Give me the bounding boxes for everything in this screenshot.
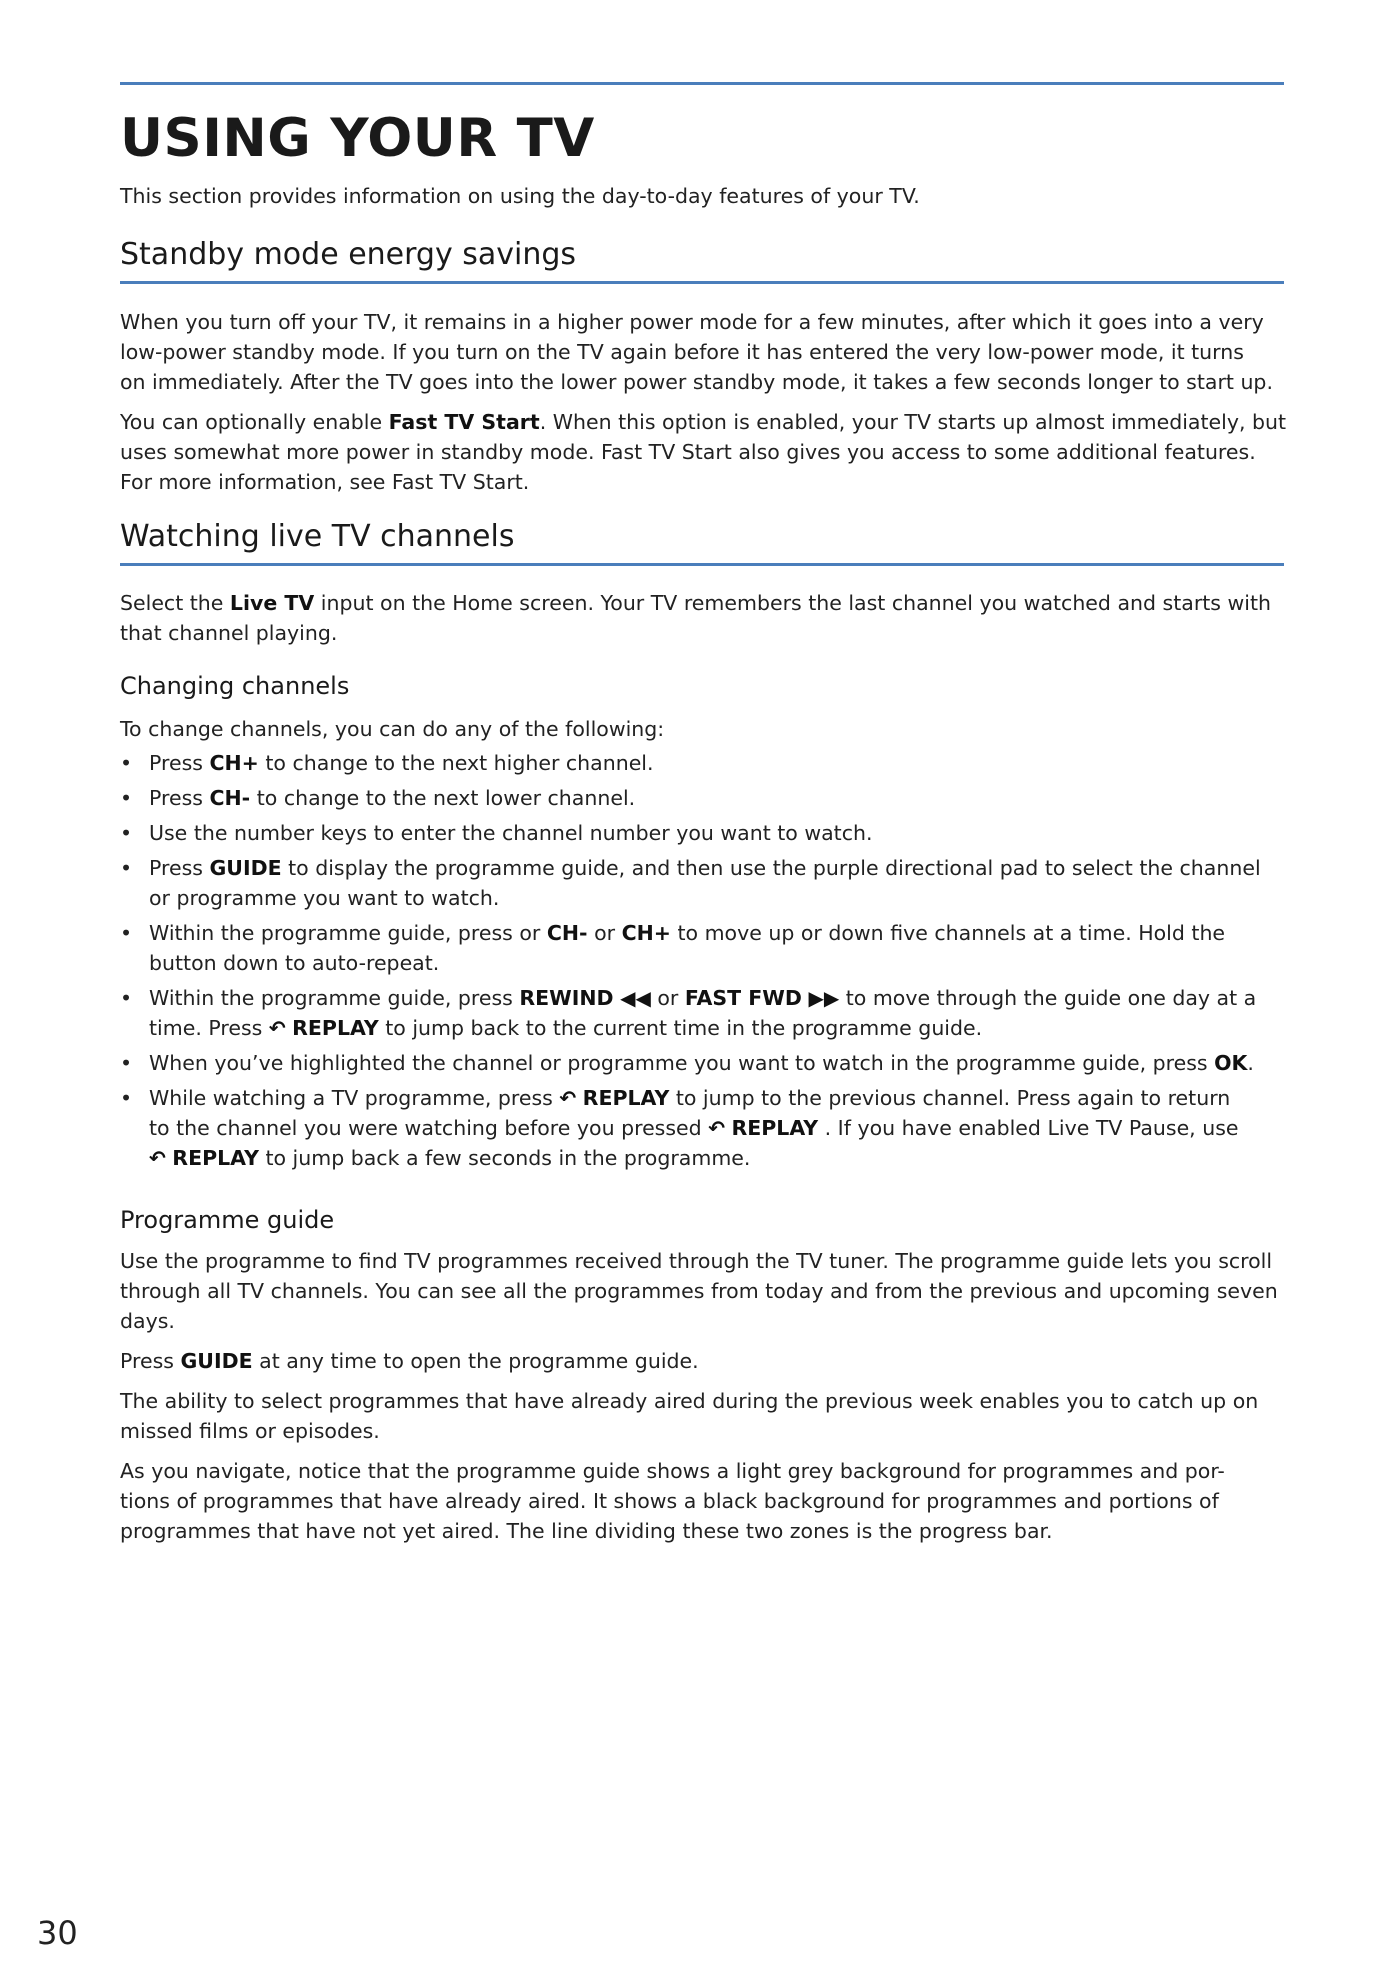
line bbox=[149, 1116, 1239, 1140]
text: When you’ve highlighted the channel or programme you want to watch in the programme guide, press bbox=[149, 1051, 1215, 1075]
live-tv-heading: Watching live TV channels bbox=[120, 519, 515, 554]
list-item bbox=[120, 748, 1284, 778]
fast-forward-icon: ▶▶ bbox=[808, 986, 840, 1010]
page-title: USING YOUR TV bbox=[120, 108, 595, 169]
line: tions of programmes that have already aired. It shows a black background for programmes and portions of bbox=[120, 1489, 1219, 1513]
bullet: • bbox=[120, 1051, 133, 1075]
guide-paragraph-3 bbox=[120, 1386, 1284, 1446]
text: to change to the next lower channel. bbox=[250, 786, 636, 810]
list-item bbox=[120, 1083, 1284, 1173]
line bbox=[149, 986, 1256, 1010]
text: Press bbox=[149, 751, 210, 775]
line: through all TV channels. You can see all the programmes from today and from the previous and upcoming seven bbox=[120, 1279, 1278, 1303]
list-item bbox=[120, 853, 1284, 913]
bullet: • bbox=[120, 856, 133, 880]
text: Press bbox=[149, 856, 210, 880]
list-item bbox=[120, 1048, 1284, 1078]
text: to display the programme guide, and then use the purple directional pad to select the channel bbox=[281, 856, 1261, 880]
text: Within the programme guide, press bbox=[149, 986, 520, 1010]
replay-icon: ↶ bbox=[149, 1146, 166, 1170]
line: As you navigate, notice that the programme guide shows a light grey background for programmes and por- bbox=[120, 1459, 1225, 1483]
fast-tv-start-term: Fast TV Start bbox=[388, 410, 540, 434]
line: Use the programme to find TV programmes received through the TV tuner. The programme guide lets you scroll bbox=[120, 1249, 1273, 1273]
top-rule bbox=[120, 82, 1284, 85]
guide-paragraph-4 bbox=[120, 1456, 1284, 1546]
bullet: • bbox=[120, 751, 133, 775]
text: Within the programme guide, press or bbox=[149, 921, 547, 945]
text: time. Press bbox=[149, 1016, 269, 1040]
standby-heading-rule bbox=[120, 281, 1284, 284]
standby-paragraph-1 bbox=[120, 307, 1284, 397]
text: Press bbox=[149, 786, 210, 810]
text: to change to the next higher channel. bbox=[258, 751, 654, 775]
text: to the channel you were watching before you pressed bbox=[149, 1116, 709, 1140]
guide-key: GUIDE bbox=[209, 856, 282, 880]
guide-paragraph-1 bbox=[120, 1246, 1284, 1336]
live-tv-term: Live TV bbox=[229, 591, 315, 615]
bullet: • bbox=[120, 921, 133, 945]
intro-text: This section provides information on using the day-to-day features of your TV. bbox=[120, 184, 920, 208]
line: days. bbox=[120, 1309, 175, 1333]
ch-minus-key: CH- bbox=[546, 921, 588, 945]
line bbox=[149, 1051, 1254, 1075]
rewind-icon: ◀◀ bbox=[620, 986, 651, 1010]
programme-guide-heading: Programme guide bbox=[120, 1206, 335, 1234]
bullet: • bbox=[120, 986, 133, 1010]
line bbox=[149, 1146, 750, 1170]
replay-icon: ↶ bbox=[559, 1086, 577, 1110]
line: missed films or episodes. bbox=[120, 1419, 380, 1443]
text: . When this option is enabled, your TV starts up almost immediately, but bbox=[539, 410, 1287, 434]
text: to jump back a few seconds in the programme. bbox=[258, 1146, 751, 1170]
line: For more information, see Fast TV Start. bbox=[120, 470, 530, 494]
live-tv-heading-rule bbox=[120, 563, 1284, 566]
text: to move through the guide one day at a bbox=[839, 986, 1257, 1010]
line: that channel playing. bbox=[120, 621, 338, 645]
line: or programme you want to watch. bbox=[149, 886, 500, 910]
changing-channels-intro: To change channels, you can do any of the following: bbox=[120, 717, 665, 741]
bullet: • bbox=[120, 821, 133, 845]
text: You can optionally enable bbox=[120, 410, 389, 434]
replay-key: REPLAY bbox=[172, 1146, 259, 1170]
text: to jump to the previous channel. Press again to return bbox=[669, 1086, 1231, 1110]
replay-icon: ↶ bbox=[708, 1116, 725, 1140]
standby-section bbox=[120, 307, 1287, 507]
line bbox=[120, 591, 1271, 615]
line: The ability to select programmes that have already aired during the previous week enables you to catch up on bbox=[120, 1389, 1259, 1413]
line bbox=[149, 921, 1225, 945]
live-tv-section bbox=[120, 588, 1284, 658]
text: input on the Home screen. Your TV remembers the last channel you watched and starts with bbox=[314, 591, 1271, 615]
rewind-key: REWIND bbox=[519, 986, 614, 1010]
line: low-power standby mode. If you turn on the TV again before it has entered the very low-power mode, it turns bbox=[120, 340, 1244, 364]
changing-channels-heading: Changing channels bbox=[120, 672, 350, 700]
replay-key: REPLAY bbox=[292, 1016, 379, 1040]
replay-key: REPLAY bbox=[731, 1116, 819, 1140]
ok-key: OK bbox=[1214, 1051, 1248, 1075]
text: While watching a TV programme, press bbox=[149, 1086, 560, 1110]
guide-key: GUIDE bbox=[180, 1349, 253, 1373]
fast-fwd-key: FAST FWD bbox=[684, 986, 802, 1010]
list-item bbox=[120, 783, 1284, 813]
list-item bbox=[120, 818, 1284, 848]
ch-minus-key: CH- bbox=[209, 786, 251, 810]
bullet: • bbox=[120, 786, 133, 810]
line bbox=[120, 410, 1286, 434]
line bbox=[149, 1086, 1230, 1110]
line bbox=[149, 1016, 982, 1040]
changing-channels-list bbox=[120, 748, 1284, 1178]
text: to jump back to the current time in the programme guide. bbox=[378, 1016, 983, 1040]
text: . bbox=[1247, 1051, 1254, 1075]
bullet: • bbox=[120, 1086, 133, 1110]
replay-key: REPLAY bbox=[582, 1086, 670, 1110]
programme-guide-section bbox=[120, 1246, 1284, 1556]
line bbox=[149, 856, 1261, 880]
text: to move up or down five channels at a time. Hold the bbox=[670, 921, 1226, 945]
text: or bbox=[587, 921, 622, 945]
page-number: 30 bbox=[37, 1914, 78, 1952]
text: Press bbox=[120, 1349, 181, 1373]
line: When you turn off your TV, it remains in a higher power mode for a few minutes, after which it goes into a very bbox=[120, 310, 1264, 334]
standby-heading: Standby mode energy savings bbox=[120, 237, 577, 272]
line: on immediately. After the TV goes into the lower power standby mode, it takes a few seconds longer to start up. bbox=[120, 370, 1273, 394]
line: button down to auto-repeat. bbox=[149, 951, 440, 975]
list-item bbox=[120, 918, 1284, 978]
text: Select the bbox=[120, 591, 230, 615]
text: or bbox=[650, 986, 685, 1010]
ch-plus-key: CH+ bbox=[209, 751, 259, 775]
standby-paragraph-2 bbox=[120, 407, 1287, 497]
line bbox=[120, 1349, 699, 1373]
text: . If you have enabled Live TV Pause, use bbox=[818, 1116, 1239, 1140]
text: at any time to open the programme guide. bbox=[252, 1349, 699, 1373]
text: Use the number keys to enter the channel number you want to watch. bbox=[149, 821, 873, 845]
guide-paragraph-2 bbox=[120, 1346, 1284, 1376]
line: uses somewhat more power in standby mode. Fast TV Start also gives you access to some additional features. bbox=[120, 440, 1256, 464]
ch-plus-key: CH+ bbox=[621, 921, 671, 945]
live-tv-paragraph bbox=[120, 588, 1284, 648]
replay-icon: ↶ bbox=[268, 1016, 286, 1040]
line: programmes that have not yet aired. The line dividing these two zones is the progress bar. bbox=[120, 1519, 1053, 1543]
list-item bbox=[120, 983, 1284, 1043]
